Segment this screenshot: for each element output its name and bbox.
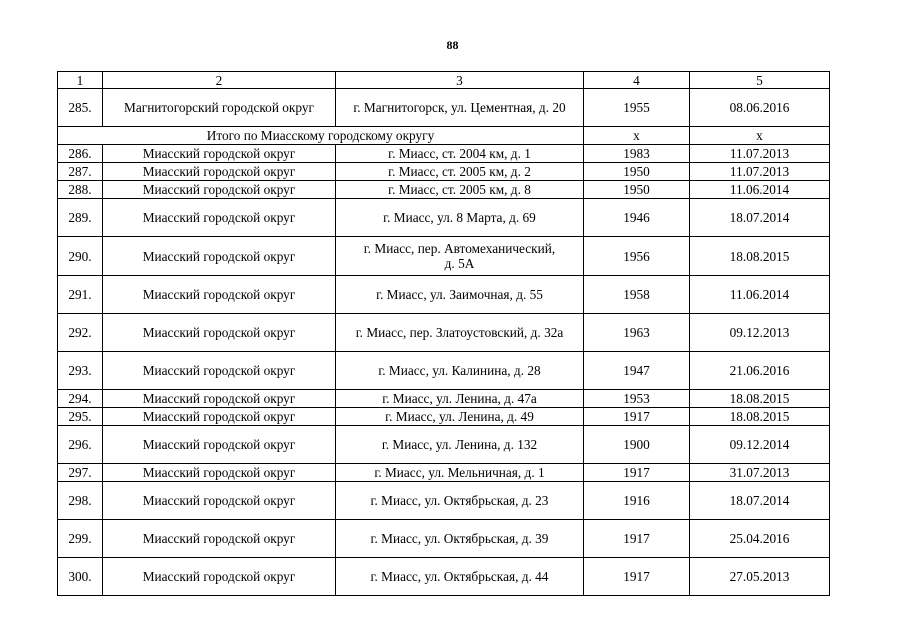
district-cell: Миасский городской округ xyxy=(103,314,336,352)
table-row xyxy=(58,352,830,390)
year-cell: 1917 xyxy=(584,408,690,426)
table-row xyxy=(58,199,830,237)
date-cell: 18.08.2015 xyxy=(690,237,830,276)
address-cell: г. Магнитогорск, ул. Цементная, д. 20 xyxy=(336,89,584,127)
district-cell: Миасский городской округ xyxy=(103,181,336,199)
year-cell: 1955 xyxy=(584,89,690,127)
year-cell: 1917 xyxy=(584,520,690,558)
row-number: 288. xyxy=(58,181,103,199)
registry-table xyxy=(57,71,830,596)
year-cell: 1958 xyxy=(584,276,690,314)
date-cell: 31.07.2013 xyxy=(690,464,830,482)
year-cell: 1983 xyxy=(584,145,690,163)
row-number: 300. xyxy=(58,558,103,596)
address-cell: г. Миасс, ул. Калинина, д. 28 xyxy=(336,352,584,390)
year-cell: 1900 xyxy=(584,426,690,464)
column-header: 3 xyxy=(336,72,584,89)
date-cell: 11.07.2013 xyxy=(690,163,830,181)
district-cell: Миасский городской округ xyxy=(103,237,336,276)
row-number: 297. xyxy=(58,464,103,482)
address-cell: г. Миасс, ул. 8 Марта, д. 69 xyxy=(336,199,584,237)
year-cell: 1946 xyxy=(584,199,690,237)
row-number: 299. xyxy=(58,520,103,558)
year-cell: 1956 xyxy=(584,237,690,276)
year-cell: 1947 xyxy=(584,352,690,390)
address-cell xyxy=(336,237,584,276)
column-header: 1 xyxy=(58,72,103,89)
date-cell: 27.05.2013 xyxy=(690,558,830,596)
row-number: 293. xyxy=(58,352,103,390)
district-cell: Миасский городской округ xyxy=(103,558,336,596)
district-cell: Миасский городской округ xyxy=(103,426,336,464)
table-row xyxy=(58,426,830,464)
address-cell: г. Миасс, ул. Октябрьская, д. 23 xyxy=(336,482,584,520)
year-cell: 1950 xyxy=(584,181,690,199)
row-number: 287. xyxy=(58,163,103,181)
row-number: 285. xyxy=(58,89,103,127)
table-row xyxy=(58,145,830,163)
column-header: 4 xyxy=(584,72,690,89)
district-cell: Миасский городской округ xyxy=(103,145,336,163)
date-cell: 09.12.2014 xyxy=(690,426,830,464)
row-number: 295. xyxy=(58,408,103,426)
subtotal-row xyxy=(58,127,830,145)
address-line: г. Миасс, пер. Автомеханический, xyxy=(363,241,556,256)
district-cell: Миасский городской округ xyxy=(103,520,336,558)
table-row xyxy=(58,482,830,520)
year-cell: 1916 xyxy=(584,482,690,520)
district-cell: Миасский городской округ xyxy=(103,199,336,237)
district-cell: Миасский городской округ xyxy=(103,163,336,181)
date-cell: 18.08.2015 xyxy=(690,390,830,408)
district-cell: Миасский городской округ xyxy=(103,352,336,390)
table-row xyxy=(58,464,830,482)
date-cell: 09.12.2013 xyxy=(690,314,830,352)
address-cell: г. Миасс, ст. 2005 км, д. 2 xyxy=(336,163,584,181)
table-row xyxy=(58,89,830,127)
district-cell: Магнитогорский городской округ xyxy=(103,89,336,127)
year-cell: 1917 xyxy=(584,558,690,596)
table-row xyxy=(58,558,830,596)
date-cell: 11.06.2014 xyxy=(690,276,830,314)
date-cell: 11.06.2014 xyxy=(690,181,830,199)
date-cell: 21.06.2016 xyxy=(690,352,830,390)
row-number: 292. xyxy=(58,314,103,352)
date-cell: 11.07.2013 xyxy=(690,145,830,163)
row-number: 291. xyxy=(58,276,103,314)
year-cell: х xyxy=(584,127,690,145)
table-row xyxy=(58,181,830,199)
address-cell: г. Миасс, ул. Заимочная, д. 55 xyxy=(336,276,584,314)
column-header: 5 xyxy=(690,72,830,89)
column-header: 2 xyxy=(103,72,336,89)
table-row xyxy=(58,276,830,314)
address-cell: г. Миасс, ул. Ленина, д. 132 xyxy=(336,426,584,464)
district-cell: Миасский городской округ xyxy=(103,464,336,482)
date-cell: 08.06.2016 xyxy=(690,89,830,127)
table-row xyxy=(58,520,830,558)
year-cell: 1963 xyxy=(584,314,690,352)
year-cell: 1953 xyxy=(584,390,690,408)
date-cell: 25.04.2016 xyxy=(690,520,830,558)
date-cell: х xyxy=(690,127,830,145)
date-cell: 18.08.2015 xyxy=(690,408,830,426)
year-cell: 1917 xyxy=(584,464,690,482)
row-number: 298. xyxy=(58,482,103,520)
address-cell: г. Миасс, ул. Ленина, д. 47а xyxy=(336,390,584,408)
table-row xyxy=(58,163,830,181)
address-cell: г. Миасс, ул. Ленина, д. 49 xyxy=(336,408,584,426)
row-number: 286. xyxy=(58,145,103,163)
address-cell: г. Миасс, пер. Златоустовский, д. 32а xyxy=(336,314,584,352)
table-row xyxy=(58,314,830,352)
address-cell: г. Миасс, ст. 2004 км, д. 1 xyxy=(336,145,584,163)
district-cell: Миасский городской округ xyxy=(103,408,336,426)
subtotal-label: Итого по Миасскому городскому округу xyxy=(58,127,584,145)
row-number: 294. xyxy=(58,390,103,408)
address-line: д. 5А xyxy=(444,256,475,271)
table-row xyxy=(58,237,830,276)
page-number: 88 xyxy=(446,38,459,52)
row-number: 296. xyxy=(58,426,103,464)
address-cell: г. Миасс, ул. Октябрьская, д. 44 xyxy=(336,558,584,596)
district-cell: Миасский городской округ xyxy=(103,276,336,314)
table-row xyxy=(58,408,830,426)
date-cell: 18.07.2014 xyxy=(690,199,830,237)
date-cell: 18.07.2014 xyxy=(690,482,830,520)
table-header-row xyxy=(58,72,830,89)
table-row xyxy=(58,390,830,408)
year-cell: 1950 xyxy=(584,163,690,181)
address-cell: г. Миасс, ул. Октябрьская, д. 39 xyxy=(336,520,584,558)
row-number: 289. xyxy=(58,199,103,237)
row-number: 290. xyxy=(58,237,103,276)
district-cell: Миасский городской округ xyxy=(103,390,336,408)
district-cell: Миасский городской округ xyxy=(103,482,336,520)
address-cell: г. Миасс, ул. Мельничная, д. 1 xyxy=(336,464,584,482)
address-cell: г. Миасс, ст. 2005 км, д. 8 xyxy=(336,181,584,199)
